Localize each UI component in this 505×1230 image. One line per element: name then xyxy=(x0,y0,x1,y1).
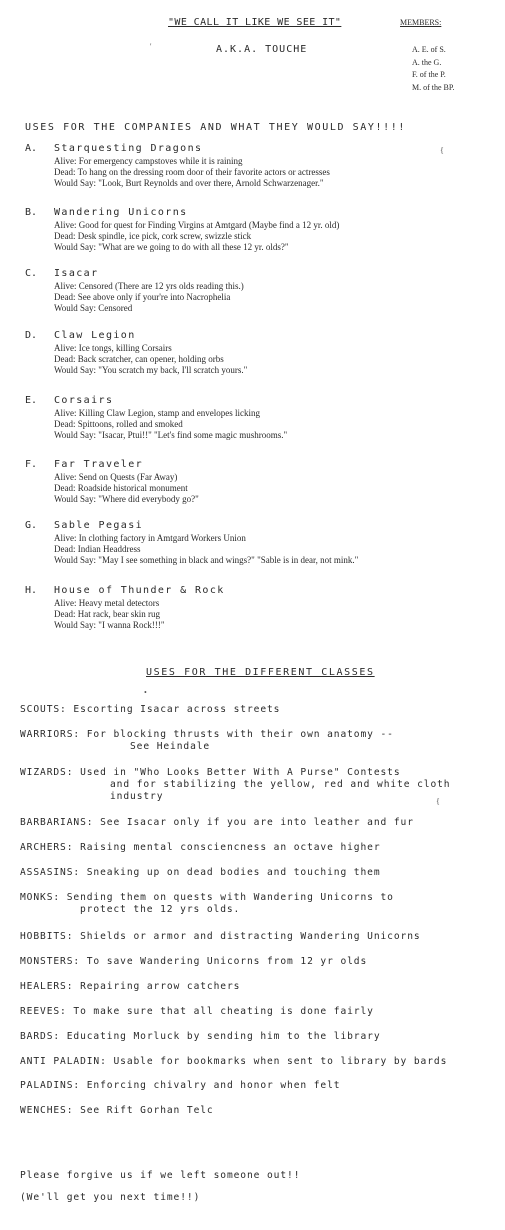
company-detail-line: Would Say: "You scratch my back, I'll scratch yours." xyxy=(54,365,248,375)
company-detail-line: Dead: Back scratcher, can opener, holding orbs xyxy=(54,354,224,364)
company-detail-line: Would Say: "What are we going to do with all these 12 yr. olds?" xyxy=(54,242,289,252)
company-letter: E. xyxy=(25,395,38,406)
company-letter: H. xyxy=(25,585,38,596)
class-text: BARDS: Educating Morluck by sending him to the library xyxy=(20,1031,381,1042)
member-item: M. of the BP. xyxy=(412,82,455,92)
company-detail-line: Dead: Spittoons, rolled and smoked xyxy=(54,419,183,429)
class-entry xyxy=(20,892,394,915)
class-text: BARBARIANS: See Isacar only if you are into leather and fur xyxy=(20,817,414,828)
class-text: PALADINS: Enforcing chivalry and honor when felt xyxy=(20,1080,341,1091)
company-detail-line: Alive: Good for quest for Finding Virgins at Amtgard (Maybe find a 12 yr. old) xyxy=(54,220,340,230)
company-letter: F. xyxy=(25,459,38,470)
class-text-continuation: industry xyxy=(110,791,164,802)
company-letter: C. xyxy=(25,268,38,279)
members-heading: MEMBERS: xyxy=(400,18,442,27)
class-text-continuation: protect the 12 yrs olds. xyxy=(80,904,241,915)
class-text: SCOUTS: Escorting Isacar across streets xyxy=(20,704,281,715)
class-text: ASSASINS: Sneaking up on dead bodies and touching them xyxy=(20,867,381,878)
scan-mark: { xyxy=(436,797,440,806)
class-entry xyxy=(20,867,381,878)
class-text: MONSTERS: To save Wandering Unicorns from 12 yr olds xyxy=(20,956,368,967)
company-letter: G. xyxy=(25,520,38,531)
class-entry xyxy=(20,817,414,828)
class-entry xyxy=(20,704,280,715)
company-name: Claw Legion xyxy=(54,330,136,341)
company-detail-line: Would Say: "I wanna Rock!!!" xyxy=(54,620,165,630)
company-detail-line: Dead: To hang on the dressing room door of their favorite actors or actresses xyxy=(54,167,330,177)
company-detail-line: Dead: Desk spindle, ice pick, cork screw, swizzle stick xyxy=(54,231,252,241)
class-entry xyxy=(20,956,367,967)
class-text: HEALERS: Repairing arrow catchers xyxy=(20,981,241,992)
members-list xyxy=(412,44,454,94)
company-detail-line: Alive: For emergency campstoves while it is raining xyxy=(54,156,243,166)
class-entry xyxy=(20,1031,381,1042)
company-detail-line: Dead: See above only if your're into Nacrophelia xyxy=(54,292,231,302)
company-detail-line: Would Say: "Isacar, Ptui!!" "Let's find some magic mushrooms." xyxy=(54,430,288,440)
company-name: House of Thunder & Rock xyxy=(54,585,225,596)
class-entry xyxy=(20,842,381,853)
class-entry xyxy=(20,767,451,802)
class-text-continuation: See Heindale xyxy=(130,741,211,752)
company-detail-line: Alive: Censored (There are 12 yrs olds reading this.) xyxy=(54,281,244,291)
company-detail-line: Would Say: "Where did everybody go?" xyxy=(54,494,199,504)
company-name: Corsairs xyxy=(54,395,114,406)
company-detail-line: Alive: Ice tongs, killing Corsairs xyxy=(54,343,172,353)
company-detail-line: Would Say: "May I see something in black and wings?" "Sable is in dear, not mink." xyxy=(54,555,359,565)
closing-promise: (We'll get you next time!!) xyxy=(20,1192,201,1203)
class-text: WARRIORS: For blocking thrusts with their own anatomy -- xyxy=(20,729,394,740)
company-name: Far Traveler xyxy=(54,459,144,470)
company-letter: D. xyxy=(25,330,38,341)
page-title: "WE CALL IT LIKE WE SEE IT" xyxy=(168,17,342,28)
company-detail-line: Alive: Send on Quests (Far Away) xyxy=(54,472,178,482)
class-entry xyxy=(20,1056,447,1067)
company-name: Sable Pegasi xyxy=(54,520,144,531)
closing-apology: Please forgive us if we left someone out!! xyxy=(20,1170,301,1181)
company-detail-line: Dead: Hat rack, bear skin rug xyxy=(54,609,160,619)
company-detail-line: Would Say: Censored xyxy=(54,303,133,313)
company-name: Starquesting Dragons xyxy=(54,143,203,154)
class-text: WENCHES: See Rift Gorhan Telc xyxy=(20,1105,214,1116)
class-entry xyxy=(20,1105,214,1116)
company-letter: B. xyxy=(25,207,38,218)
company-detail-line: Alive: Heavy metal detectors xyxy=(54,598,160,608)
aka-subtitle: A.K.A. TOUCHE xyxy=(216,44,308,55)
class-entry xyxy=(20,1006,374,1017)
class-text: MONKS: Sending them on quests with Wandering Unicorns to xyxy=(20,892,394,903)
companies-heading: USES FOR THE COMPANIES AND WHAT THEY WOULD SAY!!!! xyxy=(25,122,407,133)
class-entry xyxy=(20,931,421,942)
company-detail-line: Would Say: "Look, Burt Reynolds and over there, Arnold Schwarzenager." xyxy=(54,178,324,188)
class-text: ANTI PALADIN: Usable for bookmarks when sent to library by bards xyxy=(20,1056,448,1067)
member-item: A. E. of S. xyxy=(412,45,446,54)
class-text-continuation: and for stabilizing the yellow, red and white cloth xyxy=(110,779,451,790)
class-text: REEVES: To make sure that all cheating is done fairly xyxy=(20,1006,374,1017)
company-name: Isacar xyxy=(54,268,99,279)
company-detail-line: Dead: Roadside historical monument xyxy=(54,483,188,493)
company-name: Wandering Unicorns xyxy=(54,207,188,218)
company-detail-line: Alive: In clothing factory in Amtgard Workers Union xyxy=(54,533,246,543)
class-text: ARCHERS: Raising mental consciencness an octave higher xyxy=(20,842,381,853)
class-text: HOBBITS: Shields or armor and distracting Wandering Unicorns xyxy=(20,931,421,942)
scan-mark: { xyxy=(440,146,444,155)
company-letter: A. xyxy=(25,143,38,154)
member-item: F. of the P. xyxy=(412,70,446,79)
class-entry xyxy=(20,981,240,992)
class-entry xyxy=(20,1080,340,1091)
classes-heading: USES FOR THE DIFFERENT CLASSES xyxy=(146,667,375,678)
member-item: A. the G. xyxy=(412,57,442,67)
company-detail-line: Alive: Killing Claw Legion, stamp and envelopes licking xyxy=(54,408,260,418)
scan-mark: • xyxy=(144,688,147,697)
company-detail-line: Dead: Indian Headdress xyxy=(54,544,141,554)
class-text: WIZARDS: Used in "Who Looks Better With A Purse" Contests xyxy=(20,767,401,778)
scan-mark: ' xyxy=(150,42,152,51)
class-entry xyxy=(20,729,394,752)
